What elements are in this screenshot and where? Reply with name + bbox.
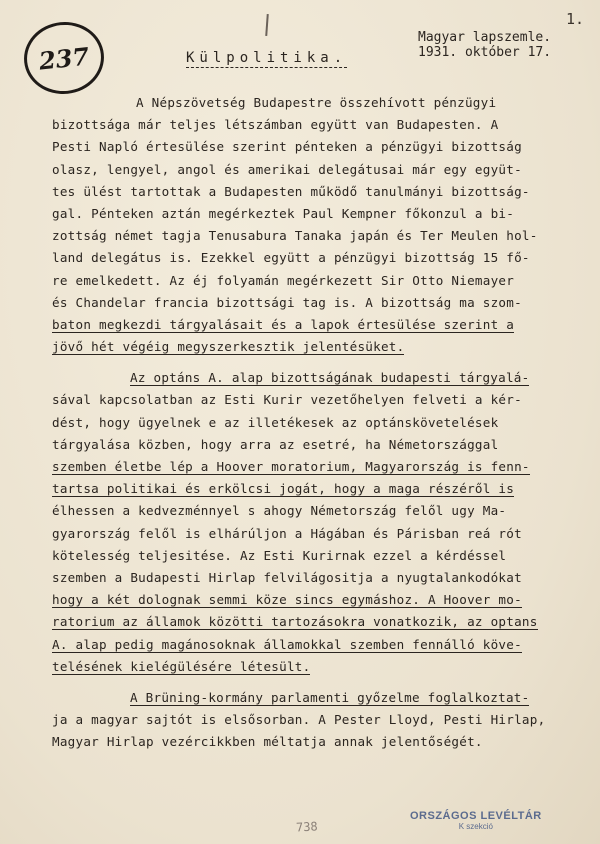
text-line: telésének kielégülésére létesült. (52, 658, 311, 674)
body-text (52, 92, 572, 753)
text-line: tartsa politikai és erkölcsi jogát, hogy a maga részéről is (52, 481, 515, 497)
text-line: re emelkedett. Az éj folyamán megérkezett Sir Otto Niemayer (52, 272, 515, 288)
text-line: szemben a Budapesti Hirlap felvilágositja a nyugtalankodókat (52, 569, 522, 585)
publication-date: 1931. október 17. (418, 45, 552, 60)
stamp-number: 237 (37, 40, 91, 76)
text-line: A Brüning-kormány parlamenti győzelme foglalkoztat- (130, 689, 530, 705)
paragraph-gap (52, 358, 572, 367)
text-line: A Népszövetség Budapestre összehívott pénzügyi (136, 95, 497, 110)
text-line: baton megkezdi tárgyalásait és a lapok értesülése szerint a (52, 316, 515, 332)
text-line: gyarország felől is elhárúljon a Hágában és Párisban reá rót (52, 525, 522, 541)
text-line: Az optáns A. alap bizottságának budapesti tárgyalá- (130, 370, 530, 386)
text-line: sával kapcsolatban az Esti Kurir vezetőhelyen felveti a kér- (52, 392, 522, 408)
text-line: A. alap pedig magánosoknak államokkal szemben fennálló köve- (52, 636, 522, 652)
text-line: land delegátus is. Ezekkel együtt a pénzügyi bizottság 15 fő- (52, 250, 530, 266)
text-line: tes ülést tartottak a Budapesten működő tanulmányi bizottság- (52, 183, 530, 199)
text-line: tárgyalása közben, hogy arra az esetré, ha Németországgal (52, 436, 499, 452)
text-line: hogy a két dolognak semmi köze sincs egymáshoz. A Hoover mo- (52, 592, 522, 608)
archive-number-stamp (20, 18, 107, 98)
text-line: olasz, lengyel, angol és amerikai delegátusai már egy együt- (52, 161, 522, 177)
text-line: jövő hét végéig megyszerkesztik jelentésüket. (52, 339, 405, 355)
publication-header (418, 30, 551, 60)
archive-stamp (410, 810, 542, 831)
text-line: és Chandelar francia bizottsági tag is. A bizottság ma szom- (52, 294, 522, 310)
text-line: zottság német tagja Tenusabura Tanaka japán és Ter Meulen hol- (52, 228, 538, 244)
text-line: Magyar Hirlap vezércikkben méltatja annak jelentőségét. (52, 734, 483, 750)
text-line: kötelesség teljesitése. Az Esti Kurirnak ezzel a kérdéssel (52, 547, 507, 563)
section-title: Külpolitika. (186, 50, 348, 66)
text-line: dést, hogy ügyelnek e az illetékesek az optánskövetelések (52, 414, 499, 430)
text-line: gal. Pénteken aztán megérkeztek Paul Kempner főkonzul a bi- (52, 205, 515, 221)
publication-name: Magyar lapszemle. (418, 30, 552, 45)
text-line: bizottsága már teljes létszámban együtt van Budapesten. A (52, 117, 499, 133)
archive-dept: K szekció (458, 822, 493, 831)
text-line: Pesti Napló értesülése szerint pénteken a pénzügyi bizottság (52, 139, 522, 155)
text-line: szemben életbe lép a Hoover moratorium, Magyarország is fenn- (52, 459, 530, 474)
page-number: 1. (566, 10, 585, 28)
text-line: élhessen a kedvezménnyel s ahogy Németország felől ugy Ma- (52, 503, 507, 519)
paragraph-gap (52, 678, 572, 687)
archive-name: ORSZÁGOS LEVÉLTÁR (410, 810, 542, 822)
pencil-mark (265, 14, 269, 36)
handwritten-number: 738 (295, 819, 319, 835)
text-line: ratorium az államok közötti tartozásokra vonatkozik, az optans (52, 614, 538, 630)
text-line: ja a magyar sajtót is elsősorban. A Pester Lloyd, Pesti Hirlap, (52, 712, 546, 728)
